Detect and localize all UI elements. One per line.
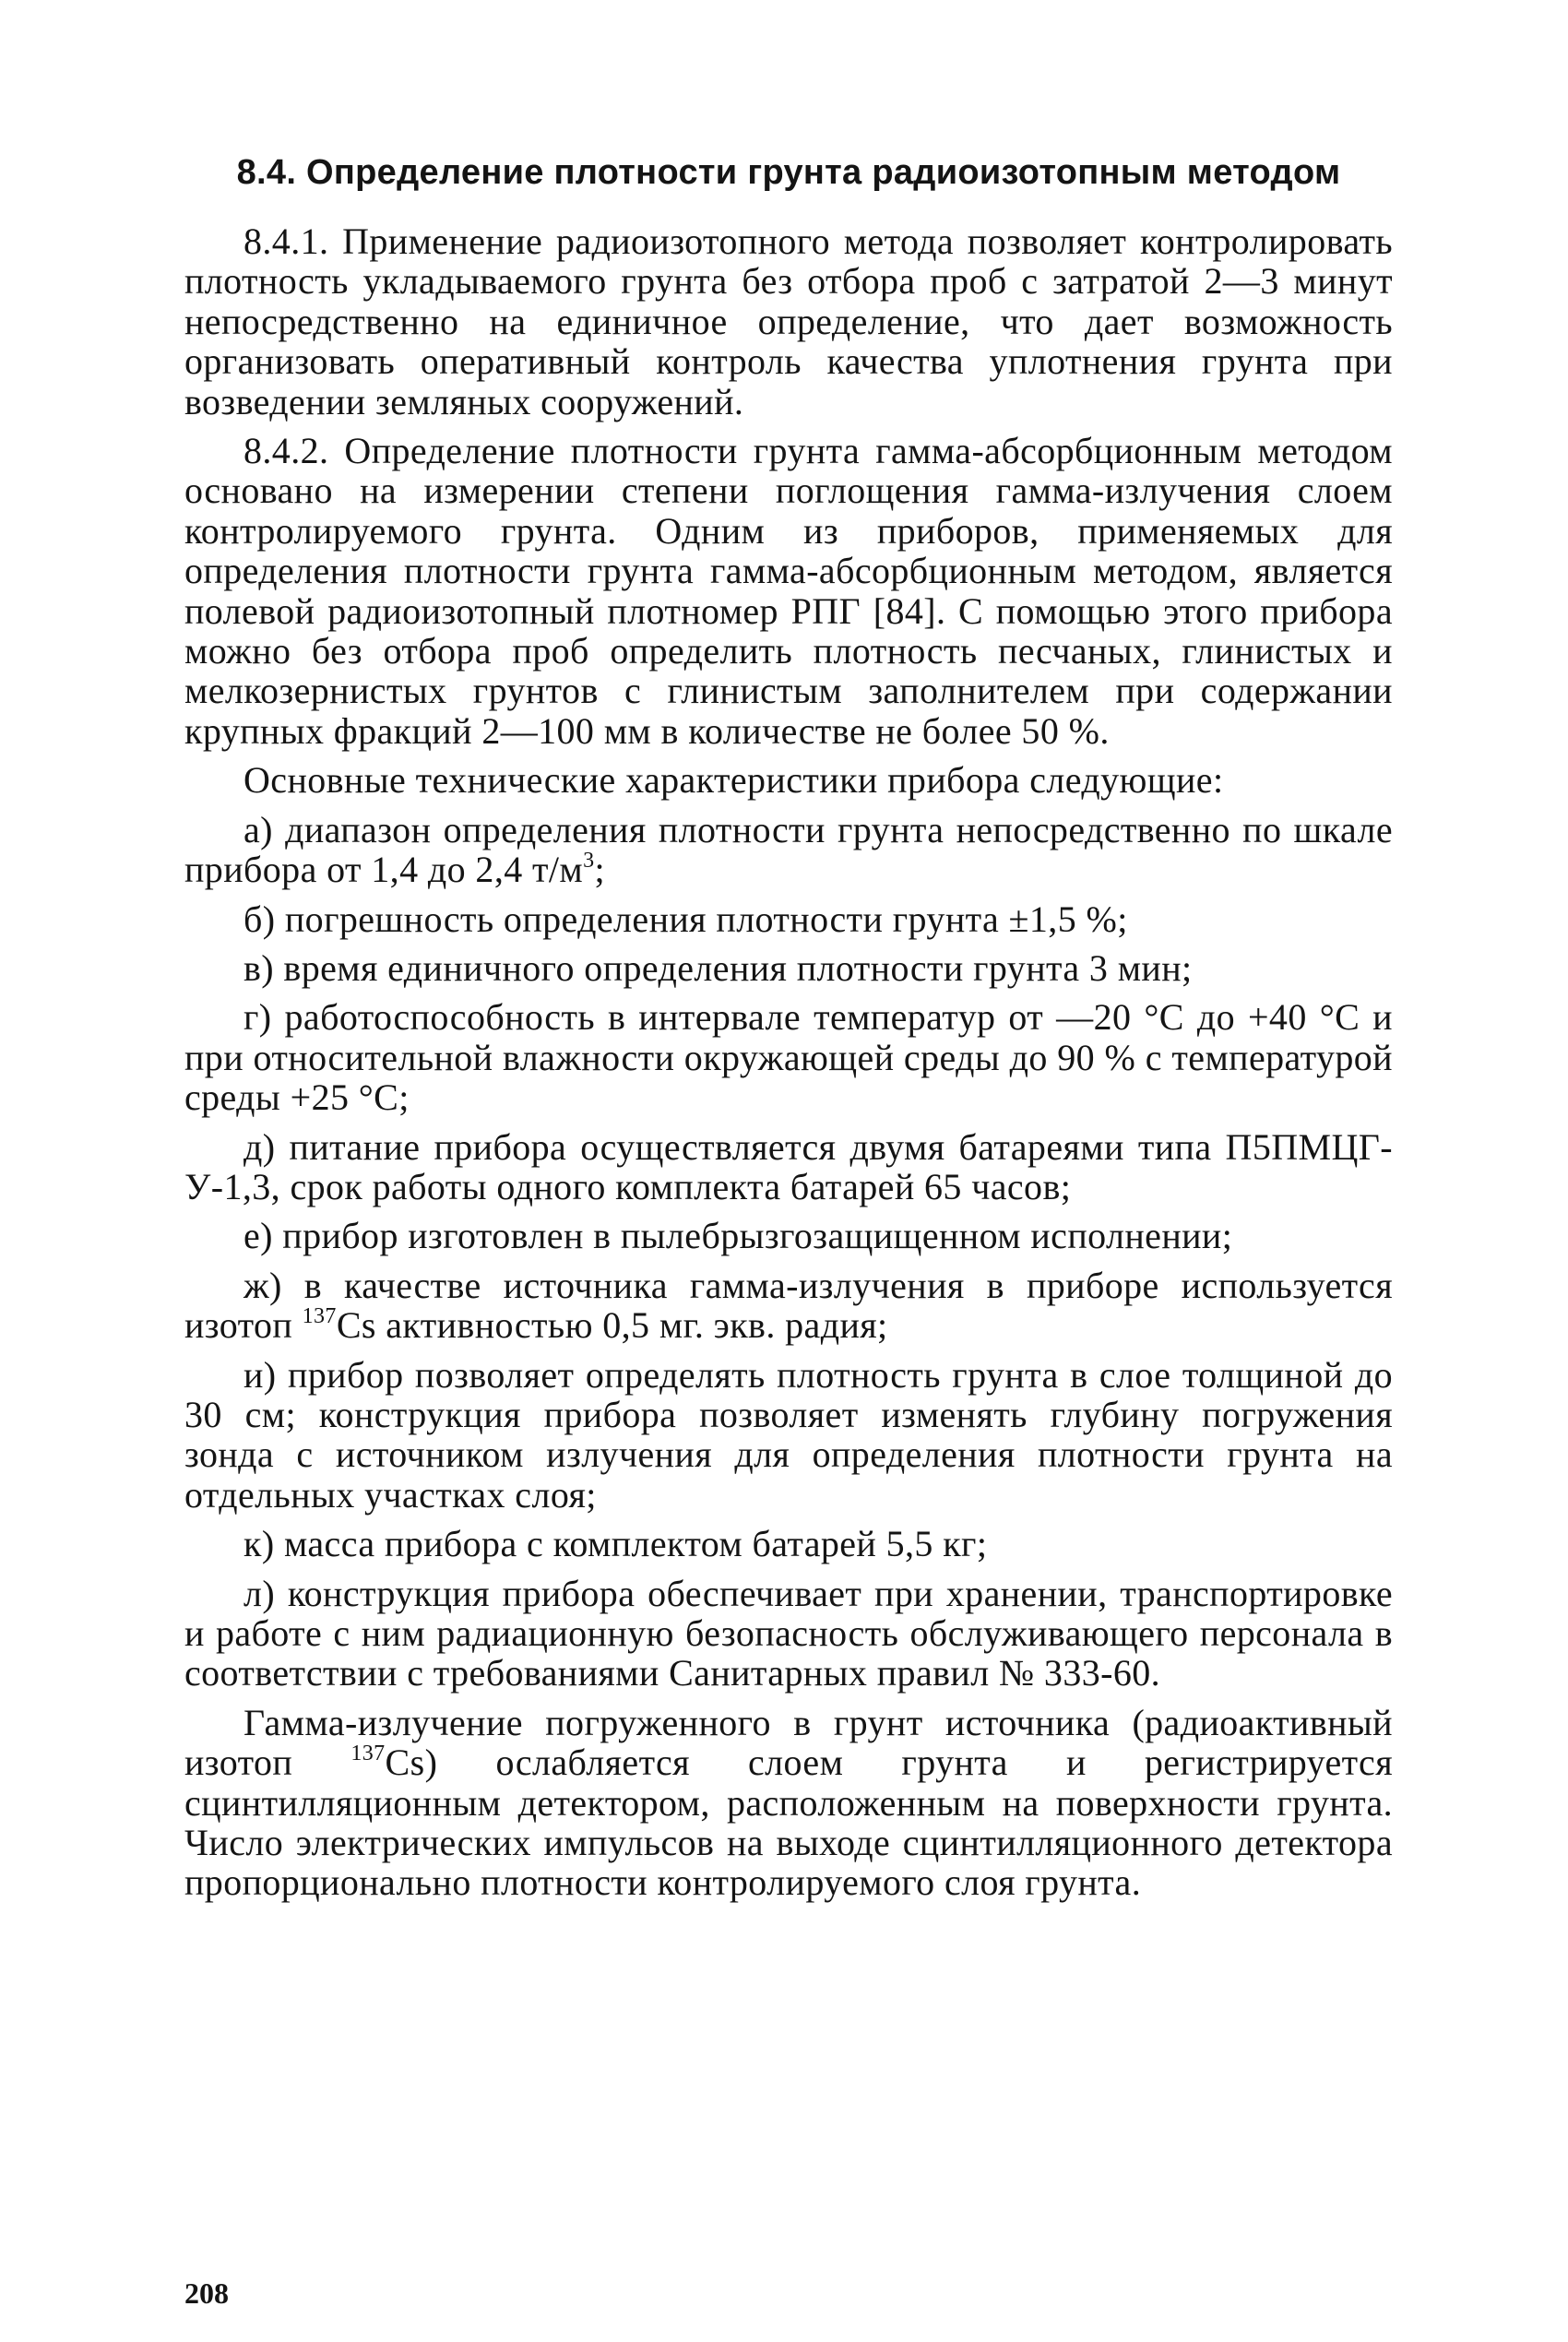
list-item-d: д) питание прибора осуществляется двумя батареями типа П5ПМЦГ-У-1,3, срок работы одного комплекта батарей 65 часов; [184, 1125, 1393, 1207]
list-item-e: е) прибор изготовлен в пылебрызгозащищенном исполнении; [244, 1215, 1233, 1257]
list-item-k: к) масса прибора с комплектом батарей 5,5 кг; [244, 1523, 988, 1565]
list-item-a-text: а) диапазон определения плотности грунта непосредственно по шкале прибора от 1,4 до 2,4 т/м [184, 808, 1393, 891]
paragraph-8-4-1: 8.4.1. Применение радиоизотопного метода позволяет контролировать плотность укладываемого грунта без отбора проб с затратой 2—3 минут непосредственно на единичное определение, что дает возможность организовать оперативный контроль качества уплотнения грунта при возведении земляных сооружений. [184, 220, 1393, 422]
superscript: 137 [302, 1304, 337, 1329]
list-item-zh [184, 1266, 1393, 1346]
characteristics-intro: Основные технические характеристики прибора следующие: [244, 759, 1224, 802]
section-heading: 8.4. Определение плотности грунта радиоизотопным методом [236, 153, 1341, 192]
list-item-a [184, 810, 1393, 890]
paragraph-final-text: Гамма-излучение погруженного в грунт источника (радиоактивный изотоп [184, 1701, 1393, 1784]
paragraph-8-4-2: 8.4.2. Определение плотности грунта гамма-абсорбционным методом основано на измерении степени поглощения гамма-излучения слоем контролируемого грунта. Одним из приборов, применяемых для определения плотности грунта гамма-абсорбционным методом, является полевой радиоизотопный плотномер РПГ [84]. С помощью этого прибора можно без отбора проб определить плотность песчаных, глинистых и мелкозернистых грунтов с глинистым заполнителем при содержании крупных фракций 2—100 мм в количестве не более 50 %. [184, 430, 1393, 752]
superscript: 3 [583, 849, 595, 874]
paragraph-final-tail: Cs) ослабляется слоем грунта и регистрируется сцинтилляционным детектором, расположенным на поверхности грунта. Число электрических импульсов на выходе сцинтилляционного детектора пропорционально плотности контролируемого слоя грунта. [184, 1742, 1393, 1904]
list-item-b: б) погрешность определения плотности грунта ±1,5 %; [244, 898, 1128, 940]
text-column [184, 149, 1393, 1912]
list-item-zh-text: ж) в качестве источника гамма-излучения в приборе используется изотоп [184, 1264, 1393, 1347]
superscript: 137 [350, 1742, 386, 1766]
list-item-v: в) время единичного определения плотности грунта 3 мин; [244, 946, 1193, 989]
list-item-zh-tail: Cs активностью 0,5 мг. экв. радия; [336, 1304, 888, 1347]
list-item-g: г) работоспособность в интервале температур от —20 °С до +40 °С и при относительной влажности окружающей среды до 90 % с температурой среды +25 °С; [184, 996, 1393, 1119]
list-item-i: и) прибор позволяет определять плотность грунта в слое толщиной до 30 см; конструкция прибора позволяет изменять глубину погружения зонда с источником излучения для определения плотности грунта на отдельных участках слоя; [184, 1353, 1393, 1516]
list-item-l: л) конструкция прибора обеспечивает при хранении, транспортировке и работе с ним радиационную безопасность обслуживающего персонала в соответствии с требованиями Санитарных правил № 333-60. [184, 1572, 1393, 1694]
page-number: 208 [184, 2277, 229, 2310]
paragraph-final [184, 1703, 1393, 1903]
list-item-a-tail: ; [594, 849, 606, 891]
